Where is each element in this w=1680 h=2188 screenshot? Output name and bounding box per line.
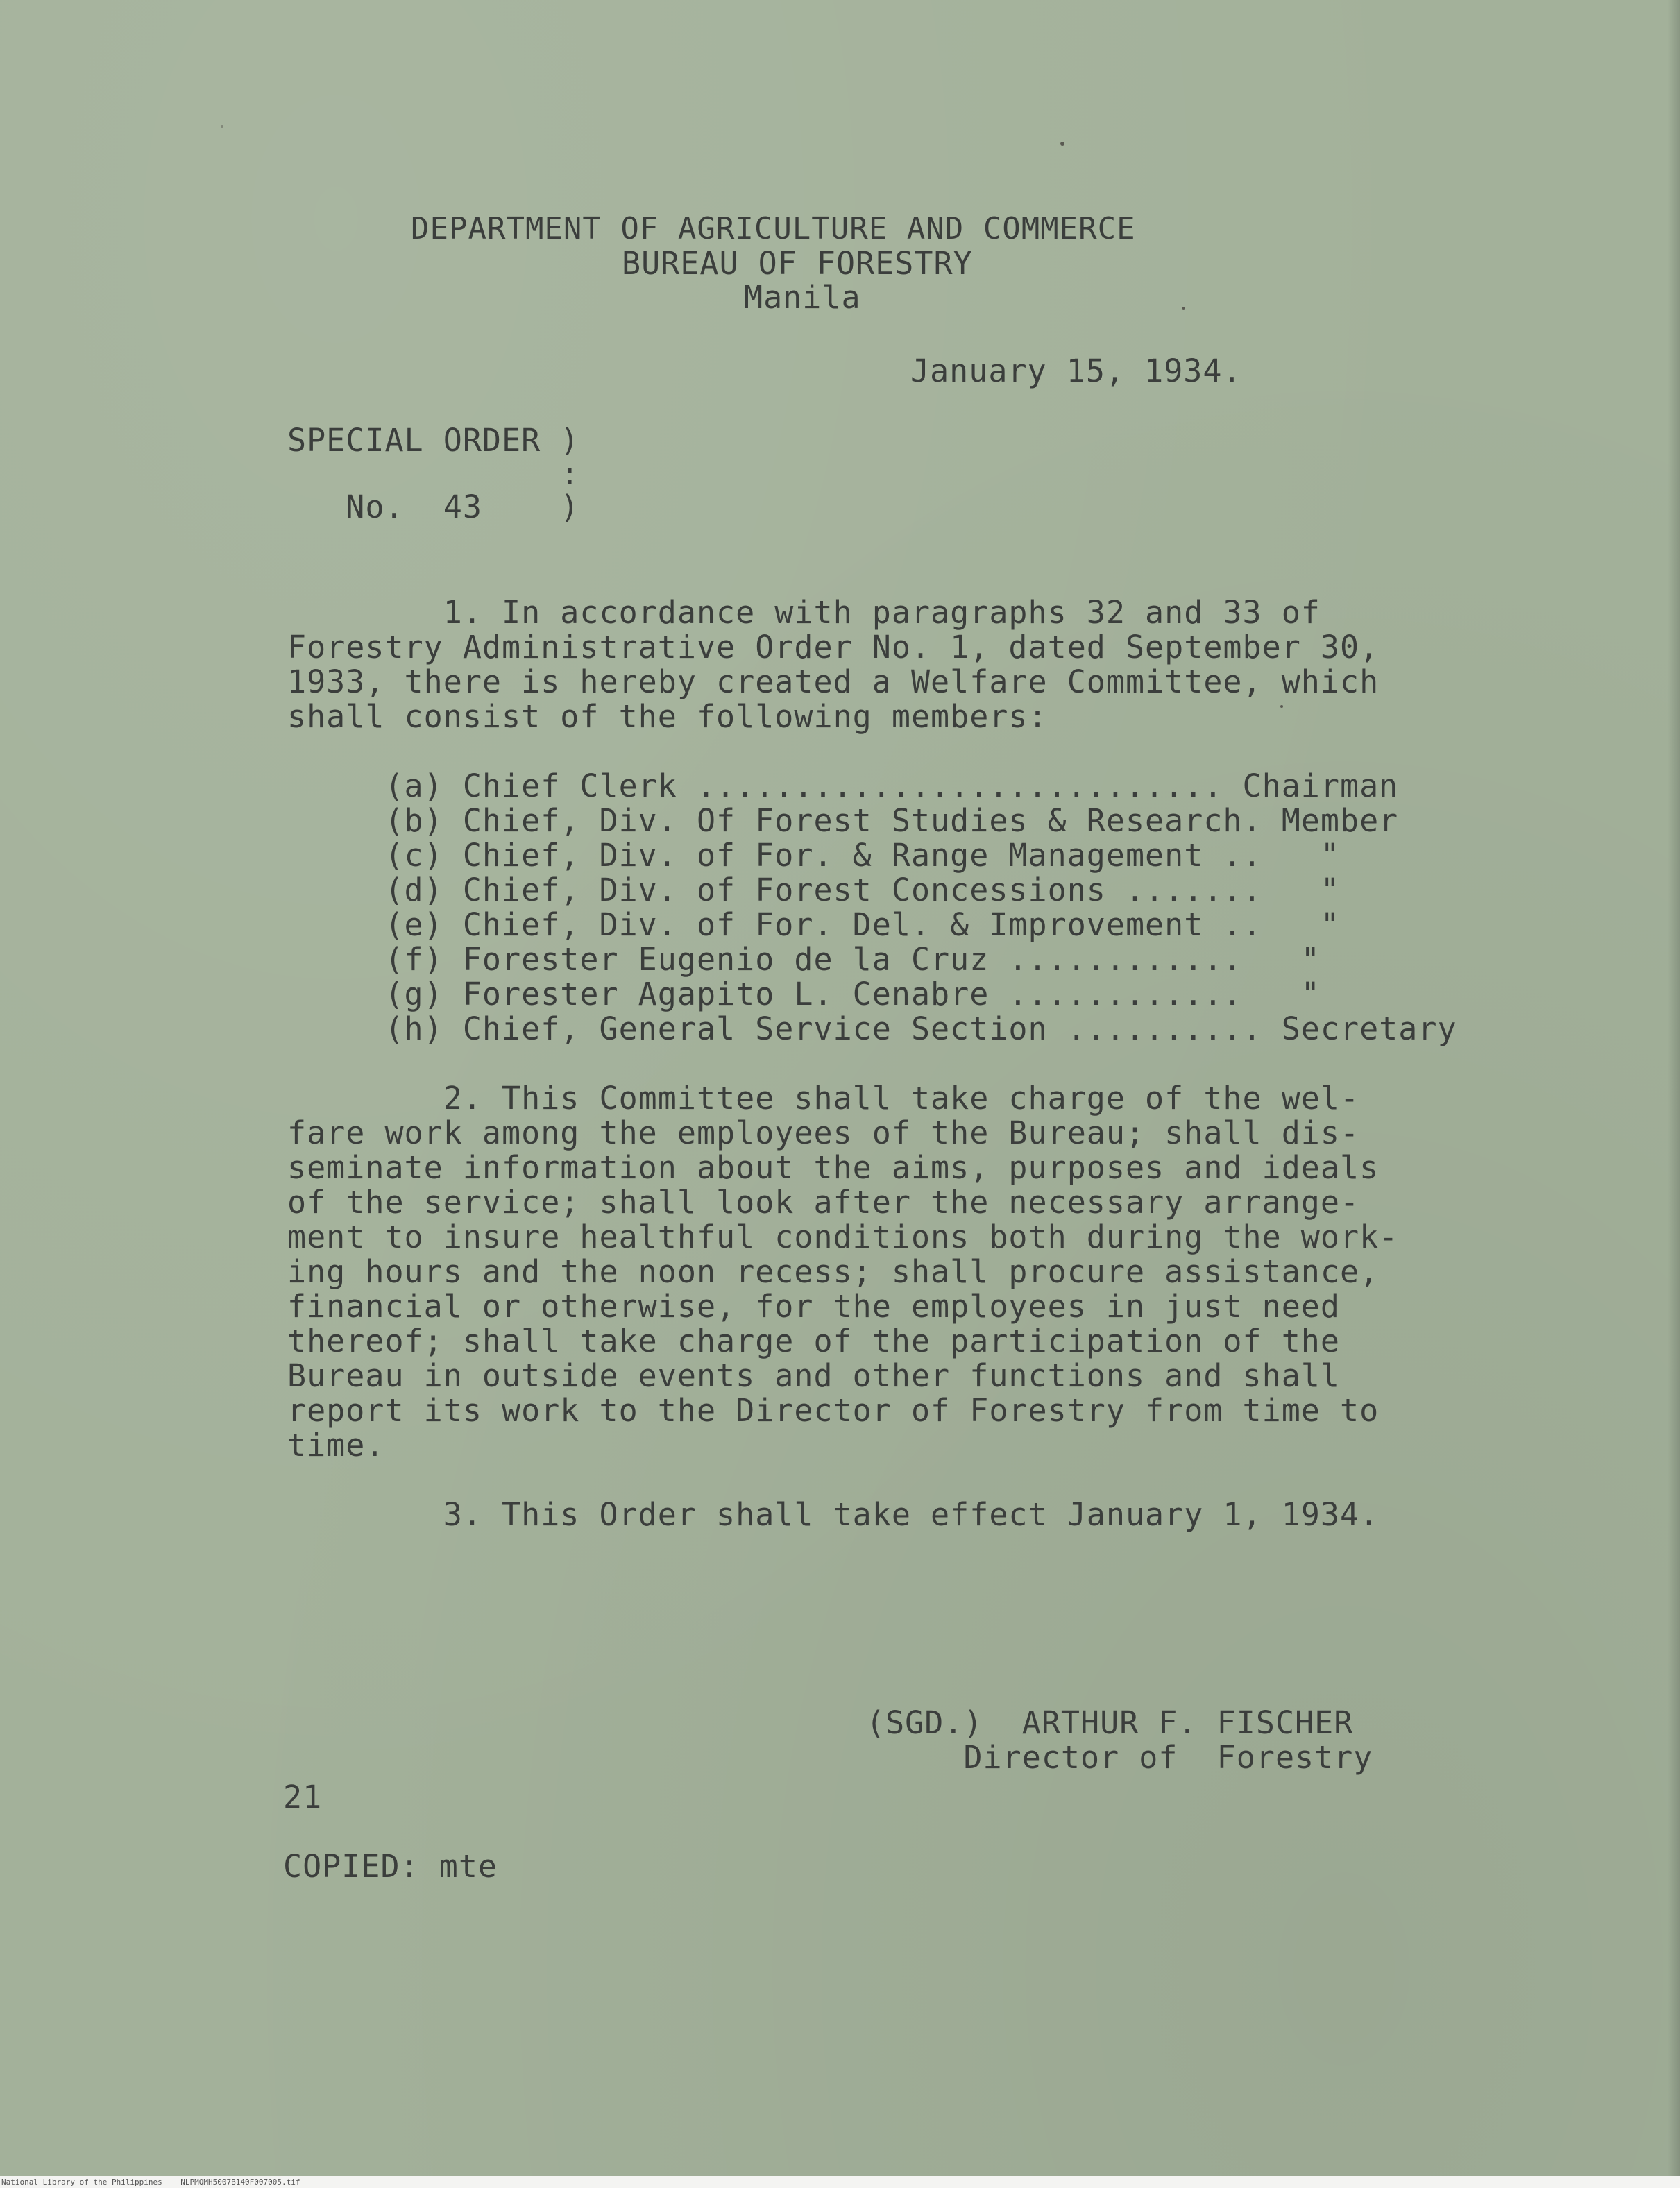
paper-edge-shadow [1668, 0, 1680, 2188]
special-order-colon: : [287, 455, 580, 492]
paper-speck [1060, 142, 1064, 146]
special-order-number: No. 43 ) [287, 489, 580, 525]
department-heading: DEPARTMENT OF AGRICULTURE AND COMMERCE [411, 211, 1136, 246]
paragraph-1-line: 1933, there is hereby created a Welfare Committee, which [287, 663, 1380, 700]
paragraph-2-line: Bureau in outside events and other functions and shall [287, 1357, 1340, 1394]
member-item: (c) Chief, Div. of For. & Range Management .. " [287, 837, 1340, 874]
paragraph-2-line: 2. This Committee shall take charge of the wel- [287, 1080, 1360, 1117]
paragraph-2-line: financial or otherwise, for the employees in just need [287, 1288, 1340, 1325]
signature-title: Director of Forestry [866, 1739, 1373, 1776]
member-item: (g) Forester Agapito L. Cenabre ............ " [287, 976, 1321, 1012]
paragraph-1-line: 1. In accordance with paragraphs 32 and 33 of [287, 594, 1321, 631]
paragraph-2-line: ing hours and the noon recess; shall procure assistance, [287, 1253, 1380, 1290]
paper-speck [1182, 307, 1185, 310]
member-item: (e) Chief, Div. of For. Del. & Improvement .. " [287, 906, 1340, 943]
page-number: 21 [283, 1779, 323, 1815]
paragraph-3: 3. This Order shall take effect January 1, 1934. [287, 1496, 1380, 1533]
paragraph-2-line: time. [287, 1427, 385, 1464]
paragraph-2-line: of the service; shall look after the necessary arrange- [287, 1184, 1360, 1221]
paragraph-2-line: thereof; shall take charge of the participation of the [287, 1323, 1340, 1359]
member-item: (d) Chief, Div. of Forest Concessions ....... " [287, 872, 1340, 908]
archive-footer-text: National Library of the Philippines NLPMQMH5007B140F007005.tif [1, 2178, 300, 2187]
special-order-label: SPECIAL ORDER ) [287, 422, 580, 459]
paragraph-1-line: shall consist of the following members: [287, 698, 1048, 735]
copied-note: COPIED: mte [283, 1848, 498, 1885]
order-date: January 15, 1934. [910, 353, 1242, 389]
signature-name: (SGD.) ARTHUR F. FISCHER [866, 1704, 1354, 1741]
member-item: (b) Chief, Div. Of Forest Studies & Research. Member [287, 802, 1399, 839]
paper-speck [221, 125, 223, 128]
paragraph-2-line: ment to insure healthful conditions both during the work- [287, 1219, 1399, 1255]
paragraph-2-line: fare work among the employees of the Bureau; shall dis- [287, 1114, 1360, 1151]
member-item: (h) Chief, General Service Section .......... Secretary [287, 1010, 1457, 1047]
paragraph-2-line: seminate information about the aims, purposes and ideals [287, 1149, 1380, 1186]
paragraph-1-line: Forestry Administrative Order No. 1, dated September 30, [287, 629, 1380, 665]
city-heading: Manila [744, 279, 861, 316]
bureau-heading: BUREAU OF FORESTRY [622, 245, 973, 282]
paper-speck [1280, 705, 1283, 708]
paragraph-2-line: report its work to the Director of Forestry from time to [287, 1392, 1380, 1429]
member-item: (f) Forester Eugenio de la Cruz ............ " [287, 941, 1321, 978]
member-item: (a) Chief Clerk ........................... Chairman [287, 768, 1399, 804]
